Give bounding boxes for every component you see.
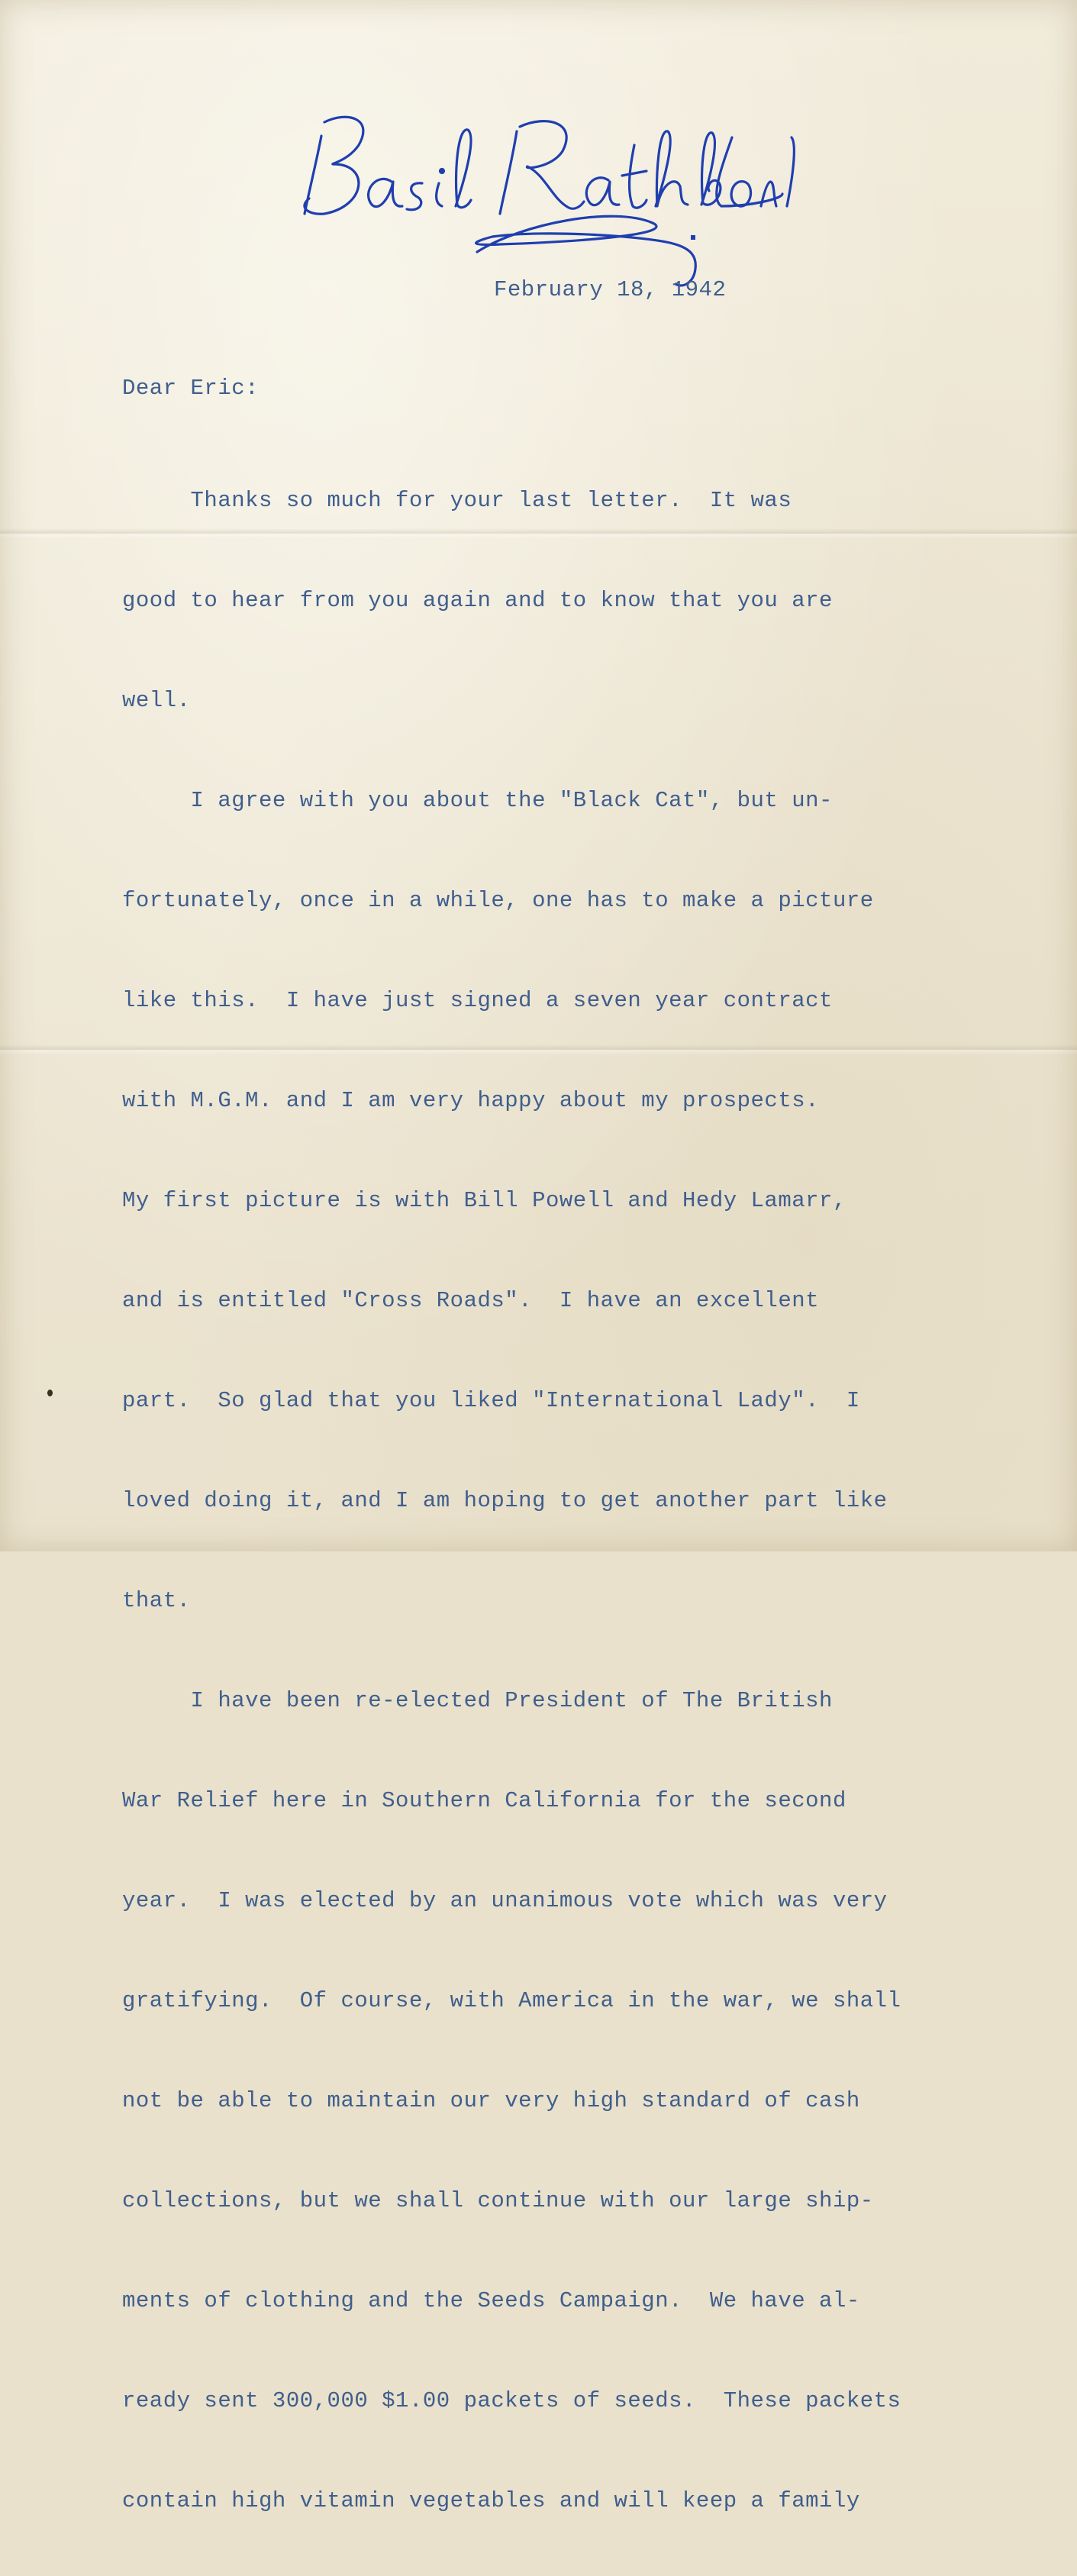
body-line: contain high vitamin vegetables and will keep a family [122, 2488, 860, 2513]
body-line: part. So glad that you liked "International Lady". I [122, 1388, 860, 1413]
body-line: like this. I have just signed a seven year contract [122, 988, 833, 1013]
body-line: with M.G.M. and I am very happy about my prospects. [122, 1088, 820, 1113]
body-line: well. [122, 688, 191, 713]
body-line: I agree with you about the "Black Cat", but un- [122, 788, 833, 813]
body-line: loved doing it, and I am hoping to get another part like [122, 1488, 888, 1513]
body-line: gratifying. Of course, with America in the war, we shall [122, 1988, 901, 2013]
letter-date: February 18, 1942 [494, 277, 727, 302]
salutation: Dear Eric: [122, 376, 260, 401]
body-line: collections, but we shall continue with our large ship- [122, 2188, 874, 2213]
body-line: fortunately, once in a while, one has to make a picture [122, 888, 874, 913]
body-line: I have been re-elected President of The British [122, 1688, 833, 1713]
body-line: ready sent 300,000 $1.00 packets of seeds. These packets [122, 2388, 901, 2413]
body-line: that. [122, 1588, 191, 1613]
body-line: and is entitled "Cross Roads". I have an excellent [122, 1288, 820, 1313]
body-line: War Relief here in Southern California for the second [122, 1788, 846, 1813]
signature-letterhead [294, 92, 798, 298]
body-line: not be able to maintain our very high standard of cash [122, 2088, 860, 2113]
ink-speck [47, 1390, 53, 1396]
body-line: ments of clothing and the Seeds Campaign. We have al- [122, 2288, 860, 2313]
body-line: Thanks so much for your last letter. It was [122, 488, 792, 513]
body-line: year. I was elected by an unanimous vote which was very [122, 1888, 888, 1913]
letter-body [122, 425, 1038, 2576]
signature-graphic [294, 92, 798, 298]
body-line: good to hear from you again and to know that you are [122, 588, 833, 613]
body-line: My first picture is with Bill Powell and Hedy Lamarr, [122, 1188, 846, 1213]
